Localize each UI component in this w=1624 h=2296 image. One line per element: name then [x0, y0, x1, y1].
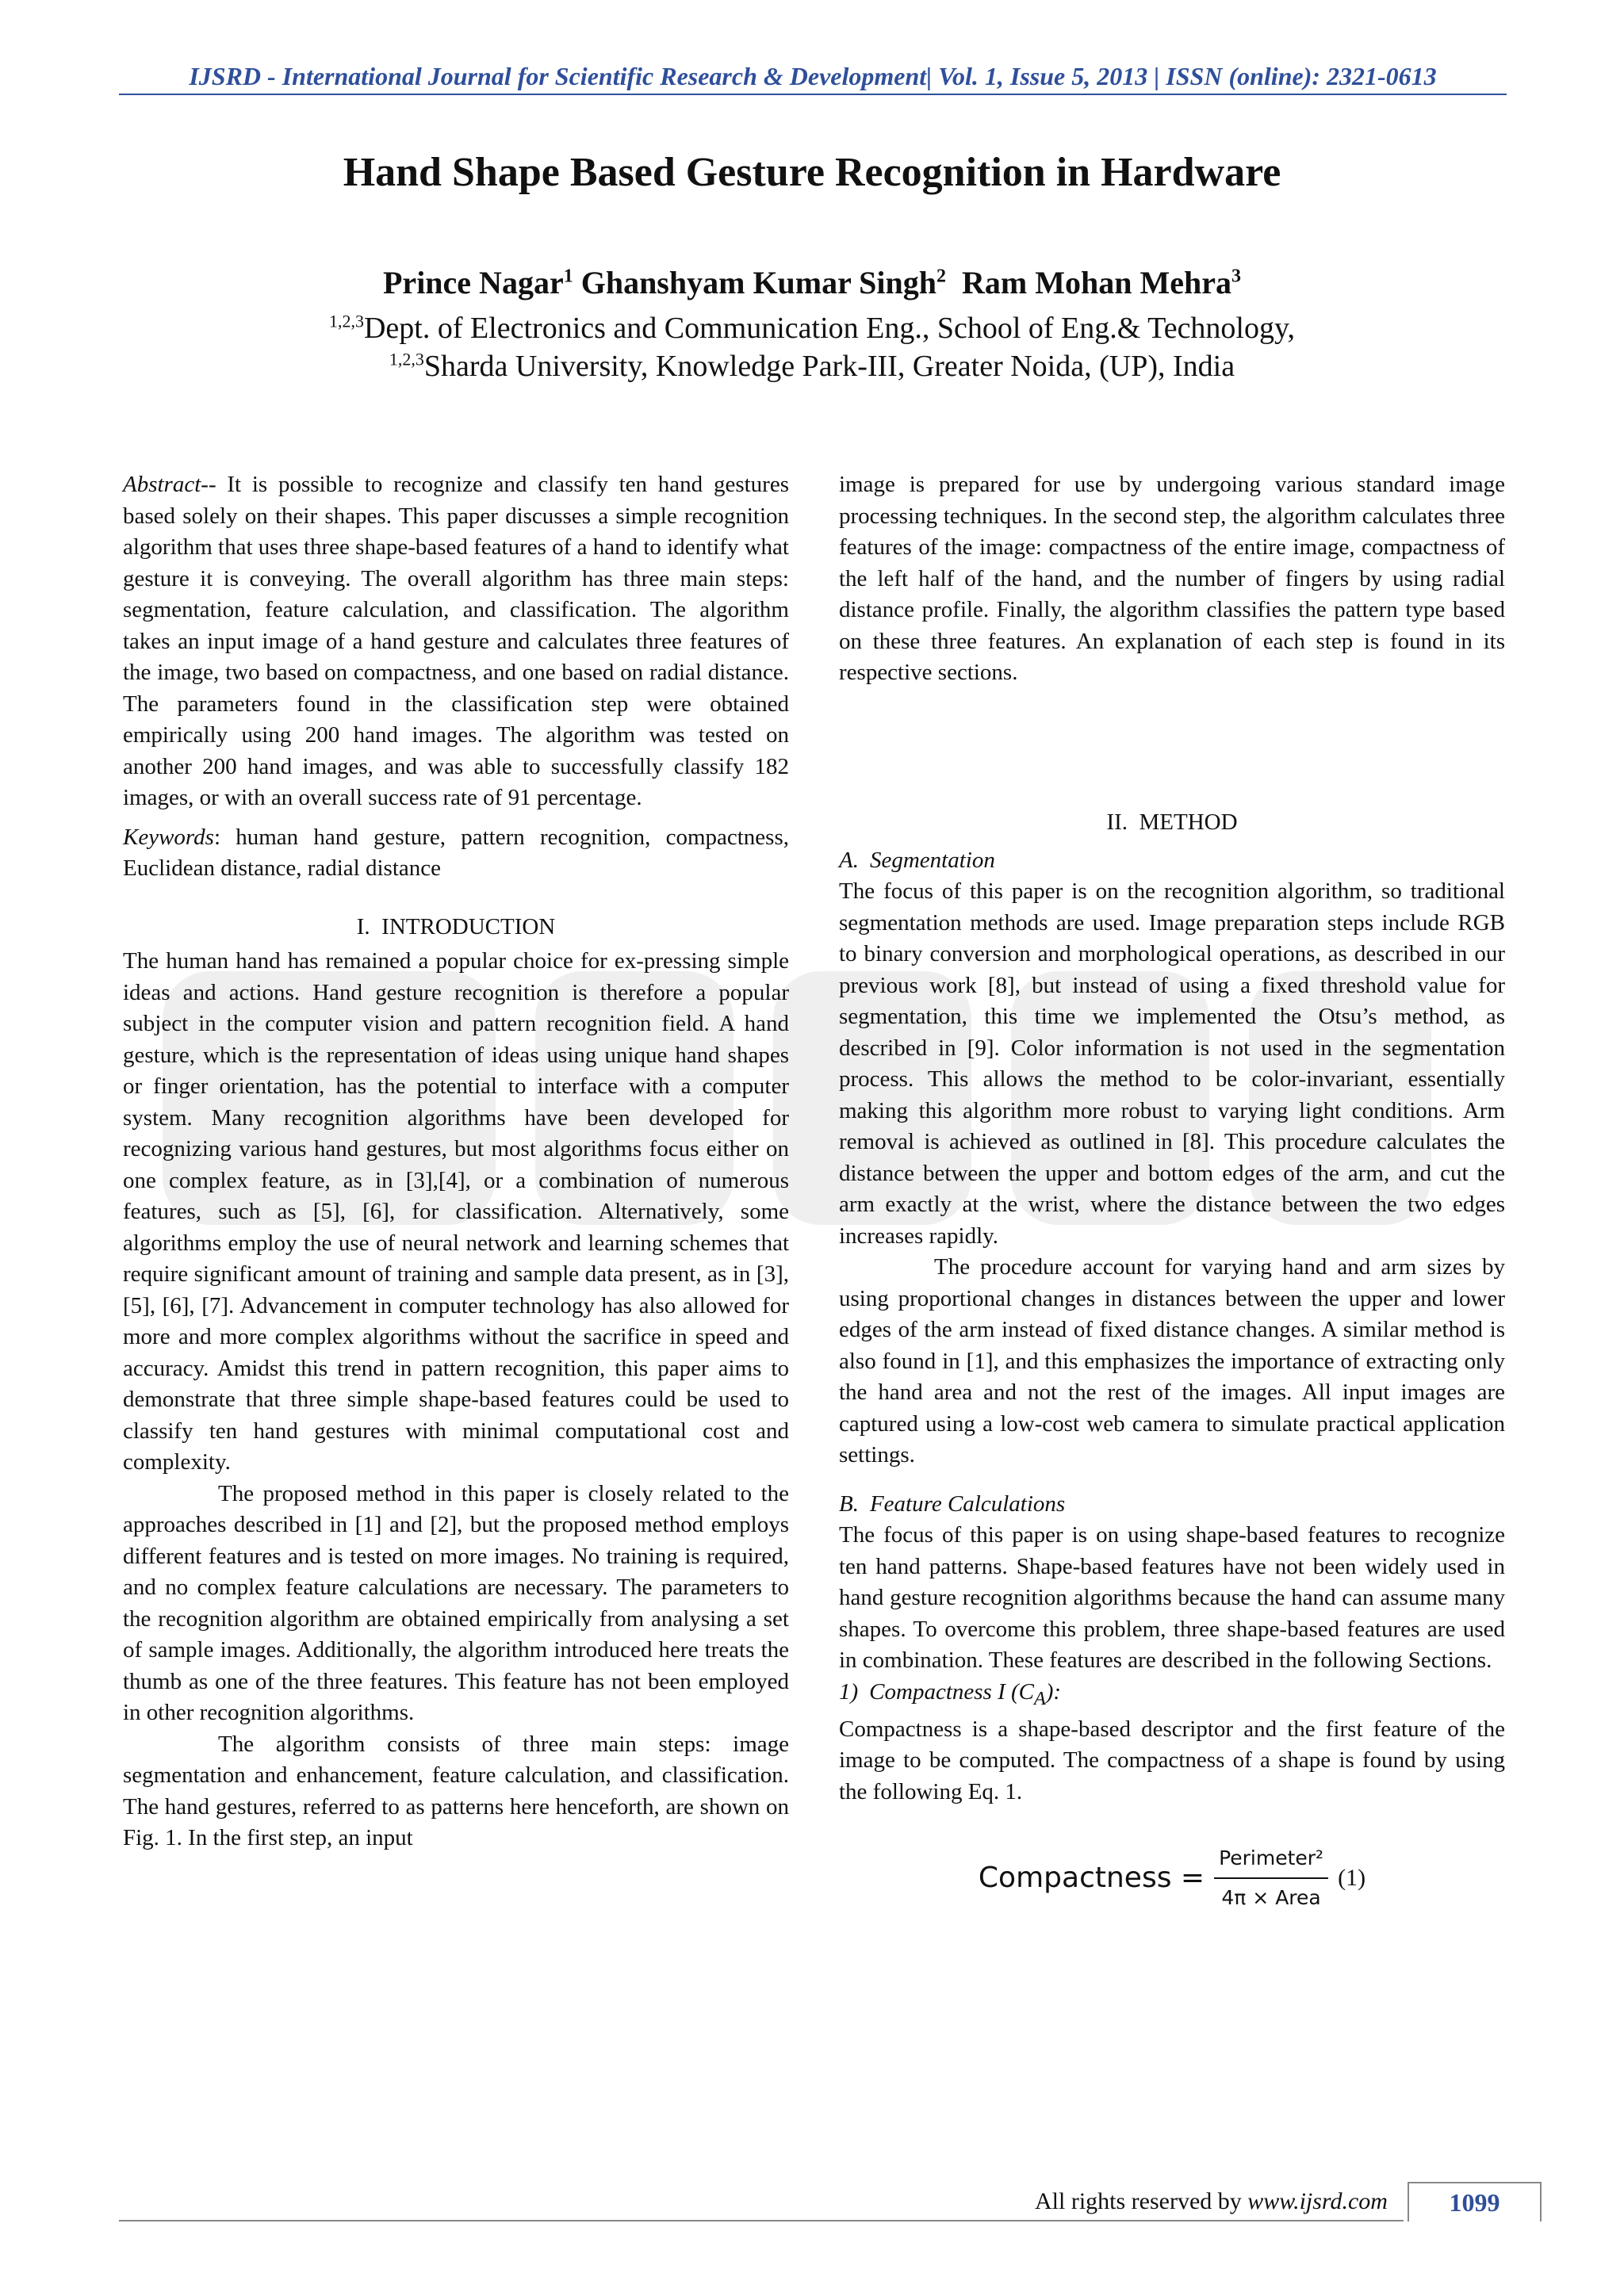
intro-paragraph-2: The proposed method in this paper is closely related to the approaches described in [1] and [2], but the proposed method employs different features and is tested on more images. No training is required, and no complex feature calculations are necessary. The parameters to the recognition algorithm are obtained empirically from analysing a set of sample images. Additionally, the algorithm introduced here treats the thumb as one of the three features. This feature has not been employed in other recognition algorithms. [123, 1480, 789, 1725]
subsubsection-title: Compactness I (C [869, 1678, 1034, 1705]
subsection-heading-features [839, 1489, 1505, 1521]
abstract-label: Abstract [123, 472, 201, 497]
subsection-label: B. [839, 1490, 859, 1517]
abstract [123, 469, 789, 814]
footer-rights-text: All rights reserved by [1035, 2188, 1248, 2214]
subsubsection-close: ): [1045, 1678, 1062, 1705]
author-list [0, 264, 1624, 301]
author-sup: 2 [936, 266, 947, 287]
keywords-text: : human hand gesture, pattern recognition, compactness, Euclidean distance, radial distance [123, 824, 789, 881]
segmentation-paragraph-1: The focus of this paper is on the recognition algorithm, so traditional segmentation methods are used. Image preparation steps include RGB to binary conversion and morphological operations, as described in our previous work [8], but instead of using a fixed threshold value for segmentation, this time we implemented the Otsu’s method, as described in [9]. Color information is not used in the segmentation process. This allows the method to be color-invariant, essentially making this algorithm more robust to varying light conditions. Arm removal is achieved as outlined in [8]. This procedure calculates the distance between the upper and bottom edges of the arm, and cut the arm exactly at the wrist, where the distance between the two edges increases rapidly. [839, 878, 1505, 1249]
subsection-title: Segmentation [869, 847, 995, 873]
keywords-label: Keywords [123, 824, 214, 850]
affiliation-line [0, 311, 1624, 346]
affiliation-sup: 1,2,3 [389, 349, 424, 369]
affiliation-text: Dept. of Electronics and Communication Eng., School of Eng.& Technology, [363, 312, 1296, 345]
author-sup: 1 [563, 266, 573, 287]
subsection-label: A. [839, 847, 859, 873]
abstract-sep: -- [201, 472, 228, 497]
author-sup: 3 [1231, 266, 1241, 287]
header-rule [119, 94, 1507, 95]
footer-rule [119, 2220, 1404, 2221]
keywords [123, 822, 789, 885]
author-name: Ram Mohan Mehra [962, 265, 1231, 300]
section-heading-introduction: I. INTRODUCTION [356, 913, 556, 939]
abstract-text: It is possible to recognize and classify ten hand gestures based solely on their shapes. This paper discusses a simple recognition algorithm that uses three shape-based features of a hand to identify what gesture it is conveying. The overall algorithm has three main steps: segmentation, feature calculation, and classification. The algorithm takes an input image of a hand gesture and calculates three features of the image, two based on compactness, and one based on radial distance. The parameters found in the classification step were obtained empirically using 200 hand images. The algorithm was tested on another 200 hand images, and was able to successfully classify 182 images, or with an overall success rate of 91 percentage. [123, 472, 789, 810]
right-column [839, 807, 1505, 1913]
section-heading-method: II. METHOD [1106, 809, 1238, 835]
page-number: 1099 [1408, 2182, 1542, 2221]
equation-1 [839, 1843, 1505, 1913]
paper-title: Hand Shape Based Gesture Recognition in Hardware [343, 150, 1281, 195]
features-paragraph-1: The focus of this paper is on using shape-based features to recognize ten hand patterns. Shape-based features have not been widely used in hand gesture recognition algorithms because the hand can assume many shapes. To overcome this problem, three shape-based features are used in combination. These features are described in the following Sections. [839, 1522, 1505, 1673]
features-paragraph-2: Compactness is a shape-based descriptor and the first feature of the image to be computed. The compactness of a shape is found by using the following Eq. 1. [839, 1716, 1505, 1804]
subsubsection-sub: A [1034, 1687, 1046, 1709]
affiliation-sup: 1,2,3 [328, 311, 364, 331]
intro-paragraph-3-continued: image is prepared for use by undergoing various standard image processing techniques. In the second step, the algorithm calculates three features of the image: compactness of the entire image, compactness of the left half of the hand, and the number of fingers by using radial distance profile. Finally, the algorithm classifies the pattern type based on these three features. An explanation of each step is found in its respective sections. [839, 472, 1505, 685]
footer-rights [1035, 2188, 1388, 2215]
affiliation-text: Sharda University, Knowledge Park-III, Greater Noida, (UP), India [423, 350, 1235, 383]
right-column-top [839, 469, 1505, 689]
equation-numerator: Perimeter² [1214, 1843, 1328, 1879]
intro-paragraph-1: The human hand has remained a popular choice for ex-pressing simple ideas and actions. Hand gesture recognition is therefore a popular subject in the computer vision and pattern recognition field. A hand gesture, which is the representation of ideas using unique hand shapes or finger orientation, has the potential to interface with a computer system. Many recognition algorithms have been developed for recognizing various hand gestures, but most algorithms focus either on one complex feature, as in [3],[4], or a combination of numerous features, such as [5], [6], for classification. Alternatively, some algorithms employ the use of neural network and learning schemes that require significant amount of training and sample data present, as in [3], [5], [6], [7]. Advancement in computer technology has also allowed for more and more complex algorithms without the sacrifice in speed and accuracy. Amidst this trend in pattern recognition, this paper aims to demonstrate that three simple shape-based features could be used to classify ten hand gestures with minimal computational cost and complexity. [123, 948, 789, 1475]
left-column [123, 469, 789, 1854]
intro-paragraph-3: The algorithm consists of three main steps: image segmentation and enhancement, feature calculation, and classification. The hand gestures, referred to as patterns here henceforth, are shown on Fig. 1. In the first step, an input [123, 1731, 789, 1850]
subsubsection-heading-compactness [839, 1677, 1505, 1714]
journal-header: IJSRD - International Journal for Scientific Research & Development| Vol. 1, Issue 5, 2013 | ISSN (online): 2321-0613 [189, 62, 1437, 90]
segmentation-paragraph-2: The procedure account for varying hand and arm sizes by using proportional changes in distances between the upper and lower edges of the arm instead of fixed distance changes. A similar method is also found in [1], and this emphasizes the importance of extracting only the hand area and not the rest of the images. All input images are captured using a low-cost web camera to simulate practical application settings. [839, 1254, 1505, 1468]
subsection-title: Feature Calculations [869, 1490, 1066, 1517]
equation-number: (1) [1338, 1865, 1366, 1892]
equation-fraction [1214, 1843, 1328, 1913]
affiliation-line [0, 349, 1624, 384]
author-name: Prince Nagar [383, 265, 564, 300]
subsection-heading-segmentation [839, 845, 1505, 877]
footer-url-link[interactable]: www.ijsrd.com [1247, 2188, 1388, 2214]
subsubsection-label: 1) [839, 1678, 859, 1705]
author-name: Ghanshyam Kumar Singh [580, 265, 937, 300]
equation-denominator: 4π × Area [1221, 1885, 1321, 1909]
equation-lhs: Compactness = [978, 1862, 1205, 1895]
